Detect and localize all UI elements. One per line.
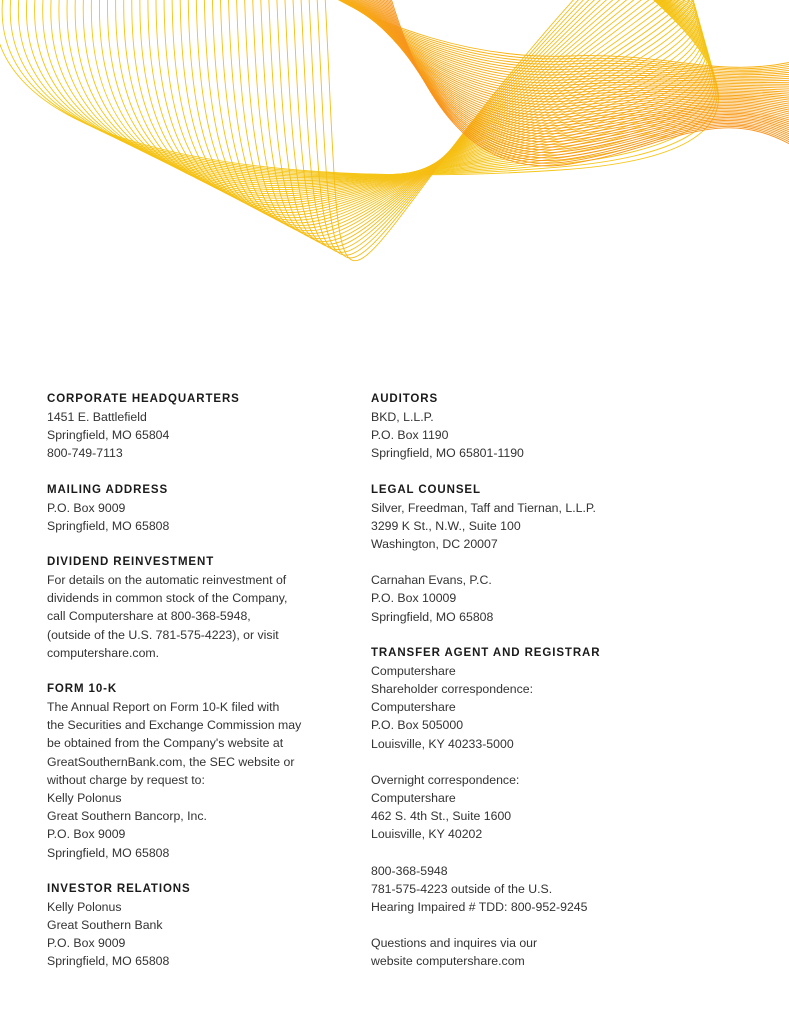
text-line: Shareholder correspondence: bbox=[371, 682, 534, 697]
text-line: dividends in common stock of the Company, bbox=[47, 591, 288, 606]
text-line: P.O. Box 1190 bbox=[371, 428, 449, 443]
text-line: Great Southern Bancorp, Inc. bbox=[47, 809, 207, 824]
text-line: Questions and inquires via our bbox=[371, 936, 538, 951]
text-line: P.O. Box 9009 bbox=[47, 936, 126, 951]
text-line: Carnahan Evans, P.C. bbox=[371, 573, 492, 588]
text-line: Louisville, KY 40233-5000 bbox=[371, 736, 514, 751]
section-heading: TRANSFER AGENT AND REGISTRAR bbox=[371, 646, 601, 659]
text-line: BKD, L.L.P. bbox=[371, 410, 434, 424]
section-heading: INVESTOR RELATIONS bbox=[47, 882, 191, 895]
text-line: For details on the automatic reinvestment of bbox=[47, 573, 287, 588]
text-line: Computershare bbox=[371, 700, 456, 715]
text-line: Overnight correspondence: bbox=[371, 772, 520, 787]
right-column bbox=[371, 390, 771, 989]
text-line: the Securities and Exchange Commission may bbox=[47, 718, 302, 733]
section-heading: AUDITORS bbox=[371, 393, 439, 405]
section-investor-relations bbox=[47, 880, 347, 971]
spacer bbox=[371, 844, 771, 862]
text-line: without charge by request to: bbox=[47, 772, 205, 787]
section-heading: LEGAL COUNSEL bbox=[371, 483, 481, 496]
text-line: P.O. Box 9009 bbox=[47, 500, 126, 515]
section-mailing-address bbox=[47, 481, 347, 535]
text-line: P.O. Box 10009 bbox=[371, 591, 457, 606]
spacer bbox=[371, 553, 771, 571]
text-line: The Annual Report on Form 10-K filed with bbox=[47, 700, 280, 715]
wave-strand bbox=[367, 0, 789, 123]
text-line: GreatSouthernBank.com, the SEC website or bbox=[47, 754, 295, 769]
section-form-10-k bbox=[47, 680, 347, 862]
text-line: Springfield, MO 65808 bbox=[371, 609, 494, 624]
section-heading: DIVIDEND REINVESTMENT bbox=[47, 556, 215, 569]
text-line: Computershare bbox=[371, 663, 456, 678]
text-line: P.O. Box 9009 bbox=[47, 827, 126, 842]
text-line: Hearing Impaired # TDD: 800-952-9245 bbox=[371, 900, 588, 915]
text-line: Springfield, MO 65808 bbox=[47, 845, 170, 860]
spacer bbox=[371, 916, 771, 934]
text-line: 781-575-4223 outside of the U.S. bbox=[371, 881, 553, 896]
text-line: 1451 E. Battlefield bbox=[47, 410, 147, 424]
text-line: Kelly Polonus bbox=[47, 899, 122, 914]
text-line: Springfield, MO 65808 bbox=[47, 954, 170, 969]
text-line: Springfield, MO 65804 bbox=[47, 428, 170, 443]
wave-strand bbox=[339, 0, 789, 76]
section-corporate-headquarters bbox=[47, 390, 347, 463]
text-line: 462 S. 4th St., Suite 1600 bbox=[371, 809, 512, 824]
section-heading: FORM 10-K bbox=[47, 683, 118, 696]
text-line: Louisville, KY 40202 bbox=[371, 827, 483, 842]
text-line: Kelly Polonus bbox=[47, 791, 122, 806]
text-line: computershare.com. bbox=[47, 645, 160, 660]
text-line: website computershare.com bbox=[371, 954, 525, 969]
text-line: P.O. Box 505000 bbox=[371, 718, 464, 733]
text-line: Washington, DC 20007 bbox=[371, 537, 498, 552]
section-heading: MAILING ADDRESS bbox=[47, 483, 169, 496]
text-line: call Computershare at 800-368-5948, bbox=[47, 609, 251, 624]
decorative-wave-graphic bbox=[0, 0, 789, 360]
section-legal-counsel bbox=[371, 481, 771, 626]
text-line: Springfield, MO 65808 bbox=[47, 518, 170, 533]
text-line: 800-368-5948 bbox=[371, 863, 448, 878]
text-line: Silver, Freedman, Taff and Tiernan, L.L.P. bbox=[371, 500, 596, 515]
section-transfer-agent-and-registrar bbox=[371, 644, 771, 971]
wave-strands-yellow bbox=[0, 0, 718, 261]
section-dividend-reinvestment bbox=[47, 553, 347, 662]
text-line: Great Southern Bank bbox=[47, 918, 163, 933]
left-column bbox=[47, 390, 347, 989]
wave-strand bbox=[228, 0, 685, 228]
section-heading: CORPORATE HEADQUARTERS bbox=[47, 393, 240, 405]
wave-strand bbox=[353, 0, 789, 99]
spacer bbox=[371, 753, 771, 771]
text-line: Springfield, MO 65801-1190 bbox=[371, 446, 524, 461]
text-line: 800-749-7113 bbox=[47, 446, 123, 461]
section-auditors bbox=[371, 390, 771, 463]
text-line: Computershare bbox=[371, 791, 456, 806]
text-line: be obtained from the Company's website at bbox=[47, 736, 284, 751]
text-line: 3299 K St., N.W., Suite 100 bbox=[371, 518, 521, 533]
text-line: (outside of the U.S. 781-575-4223), or visit bbox=[47, 627, 279, 642]
